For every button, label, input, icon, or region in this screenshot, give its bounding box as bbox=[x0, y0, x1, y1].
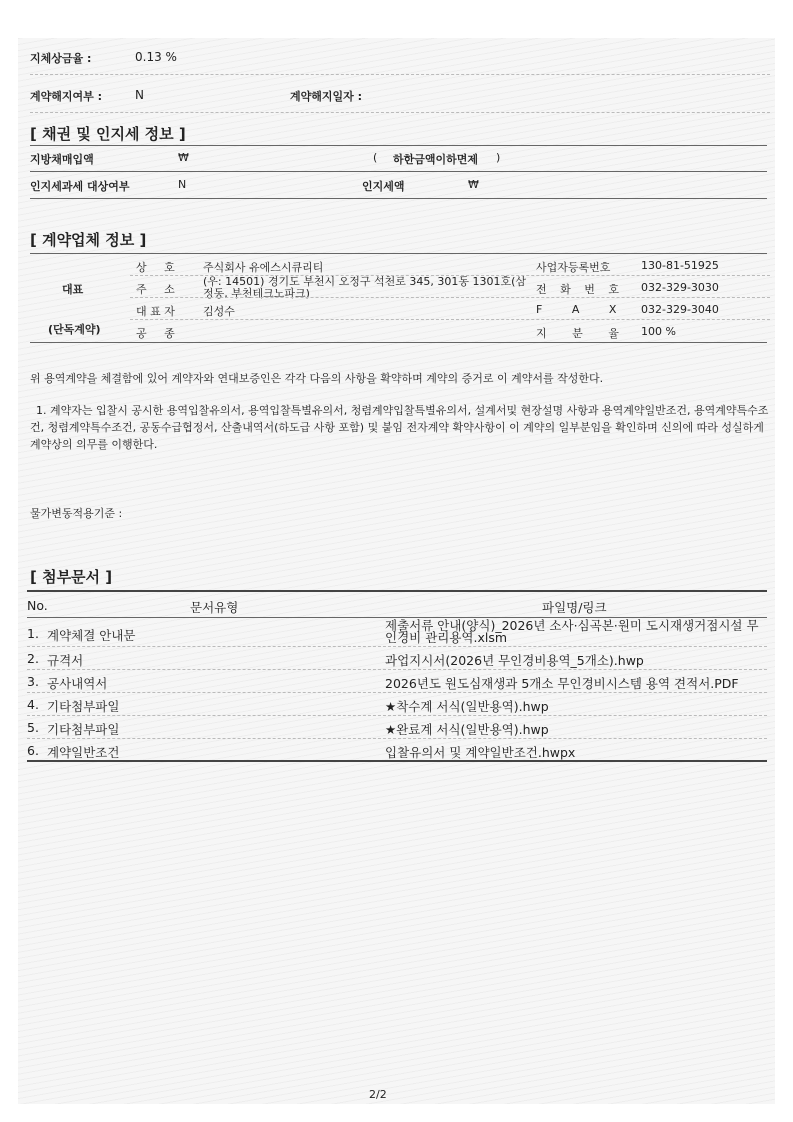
attachment-link[interactable]: ★착수계 서식(일반용역).hwp bbox=[385, 699, 549, 714]
attachment-type: 기타첨부파일 bbox=[47, 699, 120, 714]
divider bbox=[30, 198, 767, 199]
local-bond-label: 지방채매입액 bbox=[30, 153, 94, 166]
bizno-value: 130-81-51925 bbox=[641, 259, 719, 272]
col-header-no: No. bbox=[27, 598, 48, 613]
contract-intro-text: 위 용역계약을 체결함에 있어 계약자와 연대보증인은 각각 다음의 사항을 확약하며 계약의 증거로 이 계약서를 작성한다. bbox=[30, 372, 604, 385]
attachment-link[interactable]: 2026년도 원도심재생과 5개소 무인경비시스템 용역 견적서.PDF bbox=[385, 676, 739, 691]
tel-value: 032-329-3030 bbox=[641, 281, 719, 294]
address-label: 주 소 bbox=[136, 283, 175, 296]
attachment-no: 4. bbox=[27, 697, 39, 712]
local-bond-value: ₩ bbox=[178, 151, 189, 164]
divider bbox=[30, 253, 767, 254]
stamp-amount-label: 인지세액 bbox=[362, 180, 405, 193]
single-contract-label: (단독계약) bbox=[48, 323, 101, 336]
attachment-link[interactable]: 제출서류 안내(양식)_2026년 소사·심곡본·원미 도시재생거점시설 무인경비 관리용역.xlsm bbox=[385, 618, 759, 645]
attachment-type: 공사내역서 bbox=[47, 676, 108, 691]
price-change-label: 물가변동적용기준 : bbox=[30, 507, 123, 520]
divider bbox=[30, 342, 767, 343]
company-name-label: 상 호 bbox=[136, 261, 175, 274]
attachment-link[interactable]: ★완료계 서식(일반용역).hwp bbox=[385, 722, 549, 737]
page-number: 2/2 bbox=[369, 1088, 387, 1101]
ceo-label: 대 표 자 bbox=[136, 305, 175, 318]
divider bbox=[27, 715, 767, 716]
attachment-type: 기타첨부파일 bbox=[47, 722, 120, 737]
divider bbox=[130, 297, 770, 298]
paren-open: ( bbox=[373, 151, 378, 164]
paren-close: ) bbox=[496, 151, 501, 164]
attachment-no: 3. bbox=[27, 674, 39, 689]
delay-rate-value: 0.13 % bbox=[135, 50, 177, 64]
company-section-title: [ 계약업체 정보 ] bbox=[30, 231, 147, 249]
contract-clause-1: 1. 계약자는 입찰시 공시한 용역입찰유의서, 용역입찰특별유의서, 청렴계약입찰특별유의서, 설계서및 현장설명 사항과 용역계약일반조건, 용역계약특수조건, 청렴계약특수조건, 공동수급협정서, 산출내역서(하도급 사항 포함) 및 붙임 전자계약 확약사항이 이 계약의 일부분임을 확인하며 신의에 따라 성실하게 계약상의 의무를 이행한다. bbox=[30, 404, 769, 451]
divider bbox=[130, 319, 770, 320]
attachment-no: 5. bbox=[27, 720, 39, 735]
delay-rate-label: 지체상금율 : bbox=[30, 52, 92, 65]
cancel-value: N bbox=[135, 88, 144, 102]
address-value: (우: 14501) 경기도 부천시 오정구 석천로 345, 301동 1301호(삼정동, 부천테크노파크) bbox=[203, 275, 527, 300]
attachment-no: 2. bbox=[27, 651, 39, 666]
stamp-target-label: 인지세과세 대상여부 bbox=[30, 180, 130, 193]
divider bbox=[27, 590, 767, 592]
attachment-no: 1. bbox=[27, 626, 39, 641]
col-header-file: 파일명/링크 bbox=[542, 600, 607, 615]
divider bbox=[30, 145, 767, 146]
stamp-target-value: N bbox=[178, 178, 187, 191]
attachment-no: 6. bbox=[27, 743, 39, 758]
attachment-type: 계약체결 안내문 bbox=[47, 628, 136, 643]
share-label: 지 분 율 bbox=[536, 327, 619, 340]
divider bbox=[27, 760, 767, 762]
joint-label: 공 종 bbox=[136, 327, 175, 340]
divider bbox=[27, 646, 767, 647]
attachment-link[interactable]: 입찰유의서 및 계약일반조건.hwpx bbox=[385, 745, 576, 760]
attachments-section-title: [ 첨부문서 ] bbox=[30, 568, 113, 586]
bizno-label: 사업자등록번호 bbox=[536, 261, 611, 274]
fax-value: 032-329-3040 bbox=[641, 303, 719, 316]
cancel-label: 계약해지여부 : bbox=[30, 90, 102, 103]
rep-label: 대표 bbox=[62, 283, 84, 296]
stamp-amount-value: ₩ bbox=[468, 178, 479, 191]
divider bbox=[27, 669, 767, 670]
attachment-type: 규격서 bbox=[47, 653, 84, 668]
attachment-type: 계약일반조건 bbox=[47, 745, 120, 760]
ceo-value: 김성수 bbox=[203, 305, 235, 318]
tel-label: 전 화 번 호 bbox=[536, 283, 619, 296]
bond-section-title: [ 채권 및 인지세 정보 ] bbox=[30, 125, 186, 143]
divider bbox=[30, 74, 770, 75]
divider bbox=[30, 112, 770, 113]
share-value: 100 % bbox=[641, 325, 676, 338]
exempt-label: 하한금액이하면제 bbox=[393, 153, 479, 166]
company-name-value: 주식회사 유에스시큐리티 bbox=[203, 261, 324, 274]
cancel-date-label: 계약해지일자 : bbox=[290, 90, 362, 103]
attachment-link[interactable]: 과업지시서(2026년 무인경비용역_5개소).hwp bbox=[385, 653, 644, 668]
divider bbox=[130, 275, 770, 276]
divider bbox=[27, 738, 767, 739]
col-header-type: 문서유형 bbox=[190, 600, 239, 615]
divider bbox=[30, 171, 767, 172]
fax-label: F A X bbox=[536, 303, 617, 316]
divider bbox=[27, 692, 767, 693]
